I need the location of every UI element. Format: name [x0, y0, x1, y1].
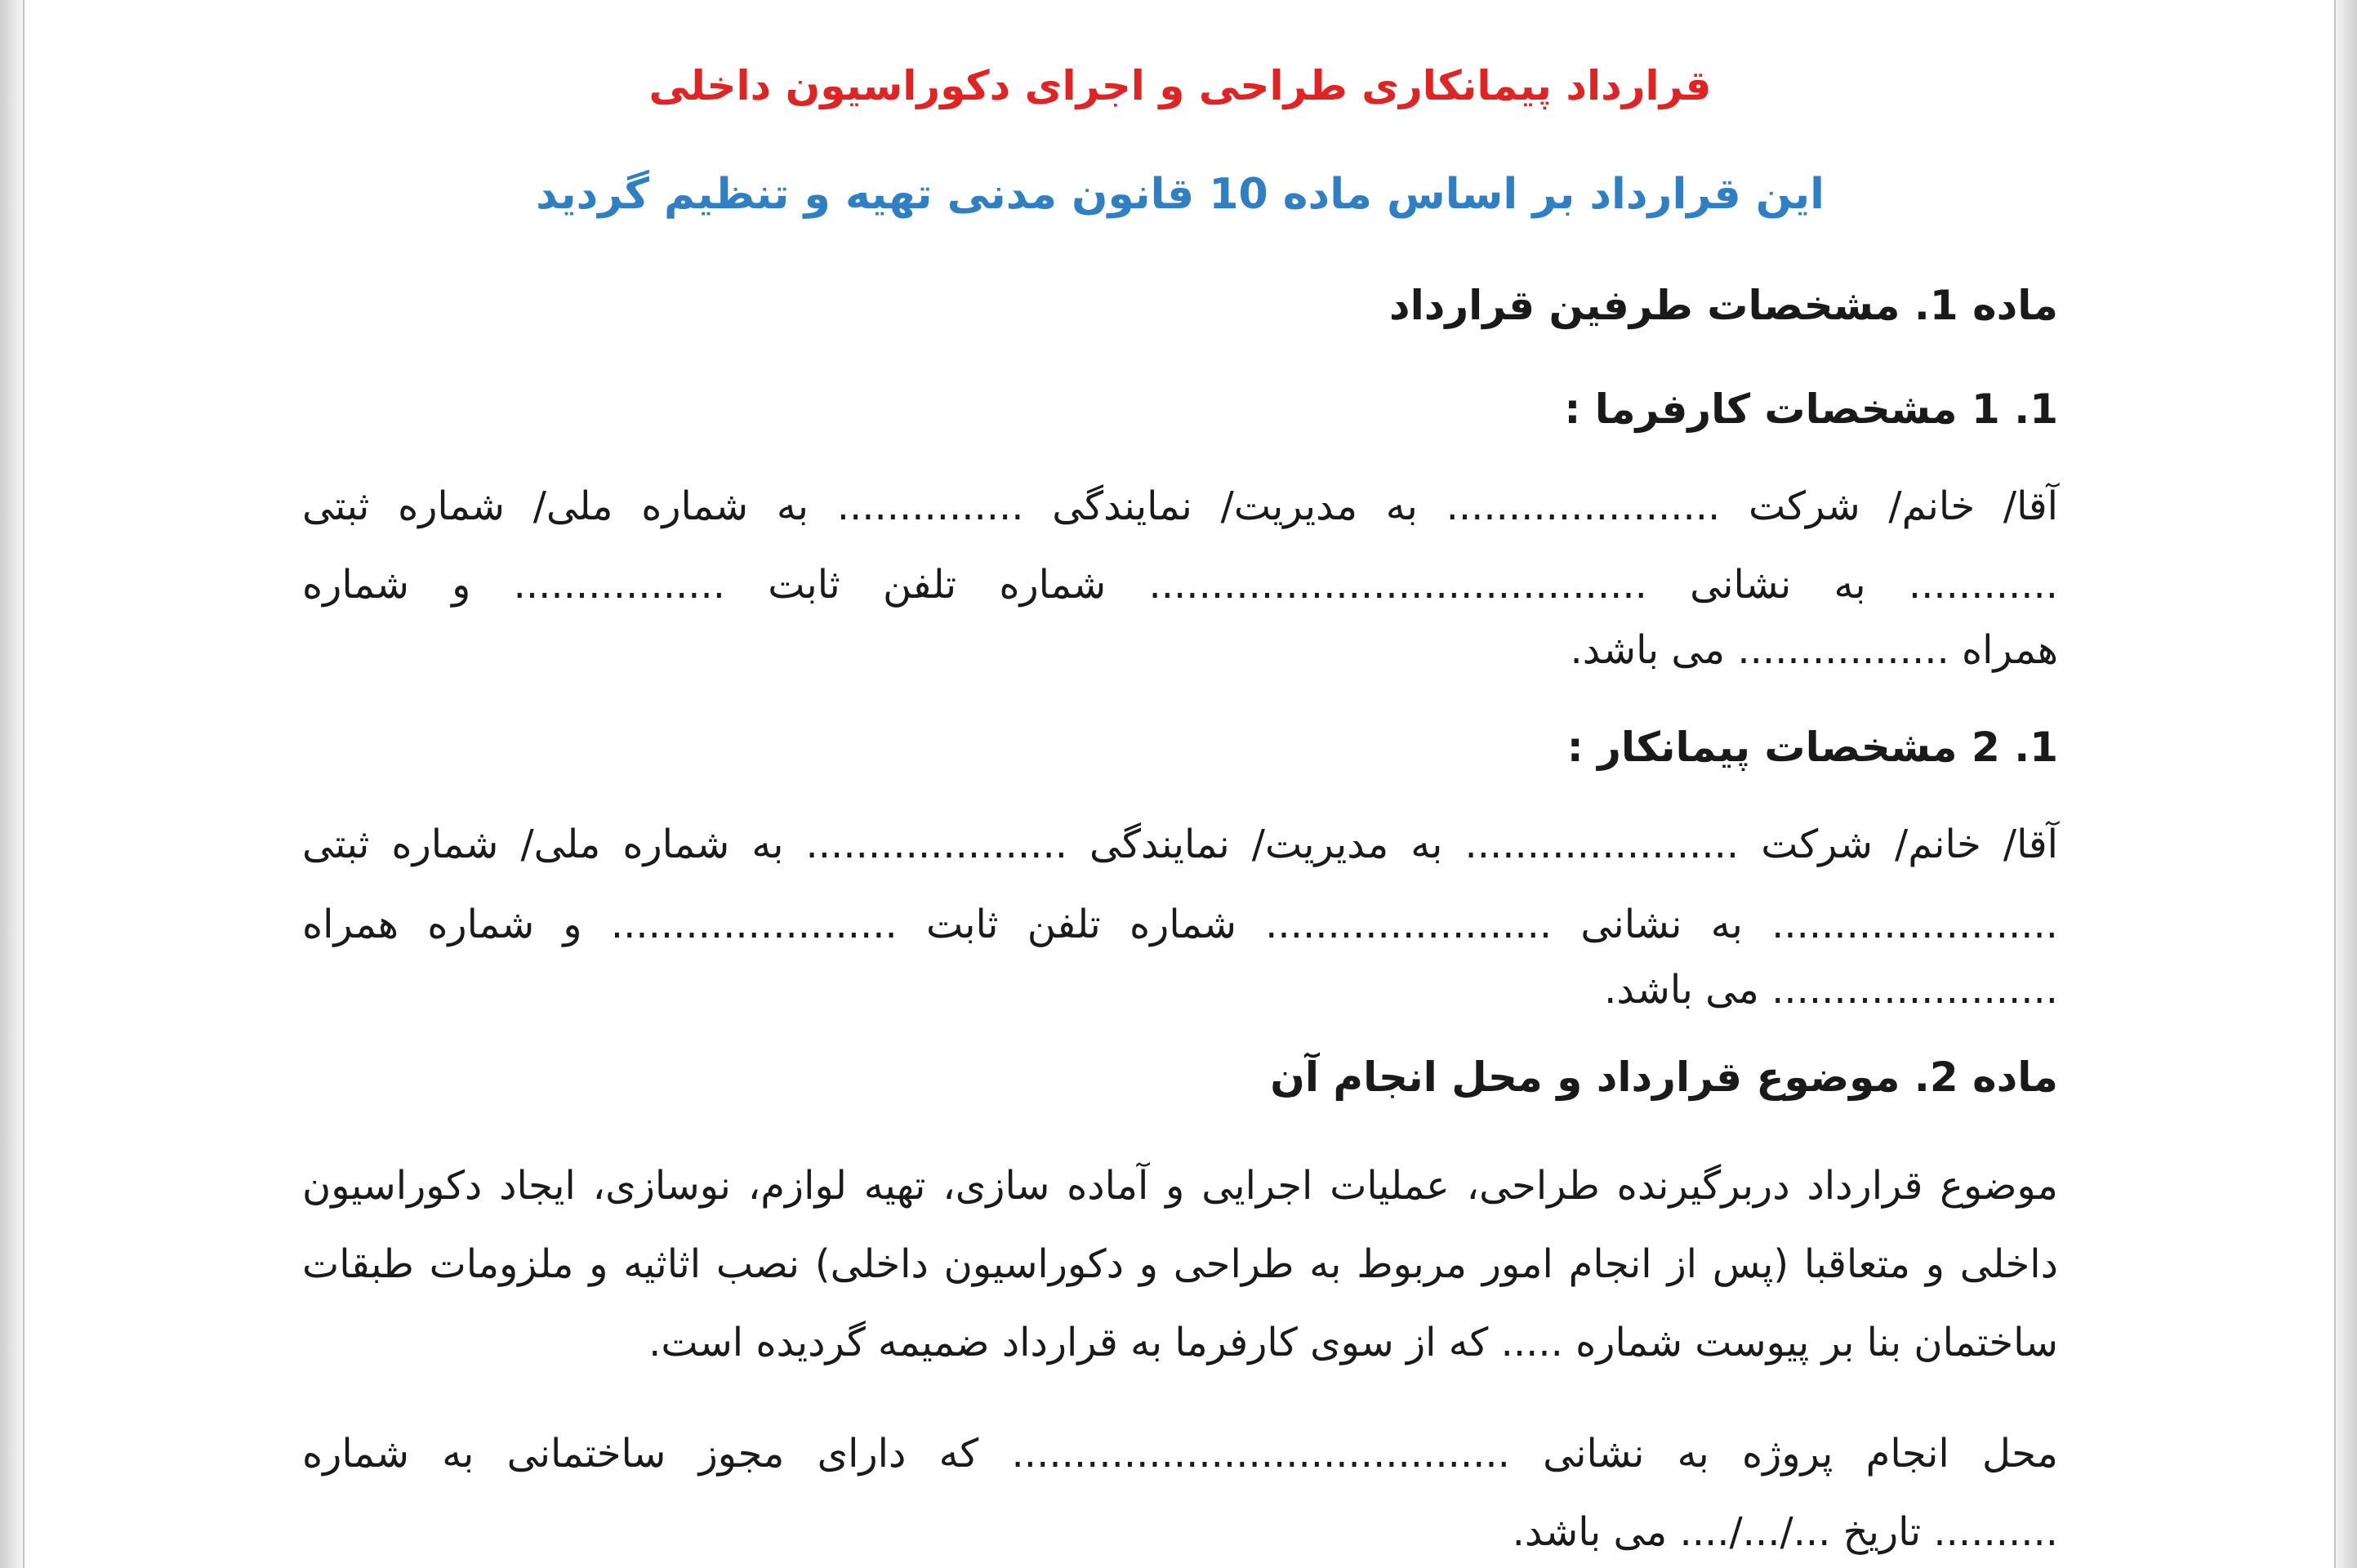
employer-line-2: ............ به نشانی ........................................ شماره تلفن ثابت ................. و شماره — [302, 562, 2058, 608]
employer-line-3: همراه ................. می باشد. — [1570, 627, 2058, 673]
page-right-edge — [2334, 0, 2357, 1568]
subject-line-1: موضوع قرارداد دربرگیرنده طراحی، عملیات اجرایی و آماده سازی، تهیه لوازم، نوسازی، ایجاد دکوراسیون — [302, 1163, 2058, 1209]
contractor-line-1: آقا/ خانم/ شرکت ...................... به مدیریت/ نمایندگی ..................... به شماره ملی/ شماره ثبتی — [302, 822, 2058, 867]
contractor-line-3: ....................... می باشد. — [1604, 967, 2058, 1013]
article2-heading: ماده 2. موضوع قرارداد و محل انجام آن — [1270, 1054, 2058, 1101]
contractor-line-2: ....................... به نشانی ....................... شماره تلفن ثابت ....................... و شماره همراه — [302, 902, 2058, 947]
page-left-edge — [0, 0, 25, 1568]
employer-heading: 1. 1 مشخصات کارفرما : — [1564, 385, 2058, 433]
contractor-heading: 1. 2 مشخصات پیمانکار : — [1566, 724, 2058, 771]
subject-line-3: ساختمان بنا بر پیوست شماره ..... که از سوی کارفرما به قرارداد ضمیمه گردیده است. — [648, 1320, 2058, 1365]
location-line-2: .......... تاریخ .../.../.... می باشد. — [1512, 1509, 2058, 1555]
document-subtitle: این قرارداد بر اساس ماده 10 قانون مدنی تهیه و تنظیم گردید — [536, 170, 1825, 219]
employer-line-1: آقا/ خانم/ شرکت ...................... به مدیریت/ نمایندگی ............... به شماره ملی/ شماره ثبتی — [302, 483, 2058, 529]
subject-line-2: داخلی و متعاقبا (پس از انجام امور مربوط به طراحی و دکوراسیون داخلی) نصب اثاثیه و ملزومات طبقات — [302, 1241, 2058, 1287]
article1-heading: ماده 1. مشخصات طرفین قرارداد — [1388, 282, 2058, 329]
location-line-1: محل انجام پروژه به نشانی ........................................ که دارای مجوز ساختمانی به شماره — [302, 1431, 2058, 1477]
document-title: قرارداد پیمانکاری طراحی و اجرای دکوراسیون داخلی — [648, 62, 1712, 109]
document-page — [302, 0, 2058, 1568]
